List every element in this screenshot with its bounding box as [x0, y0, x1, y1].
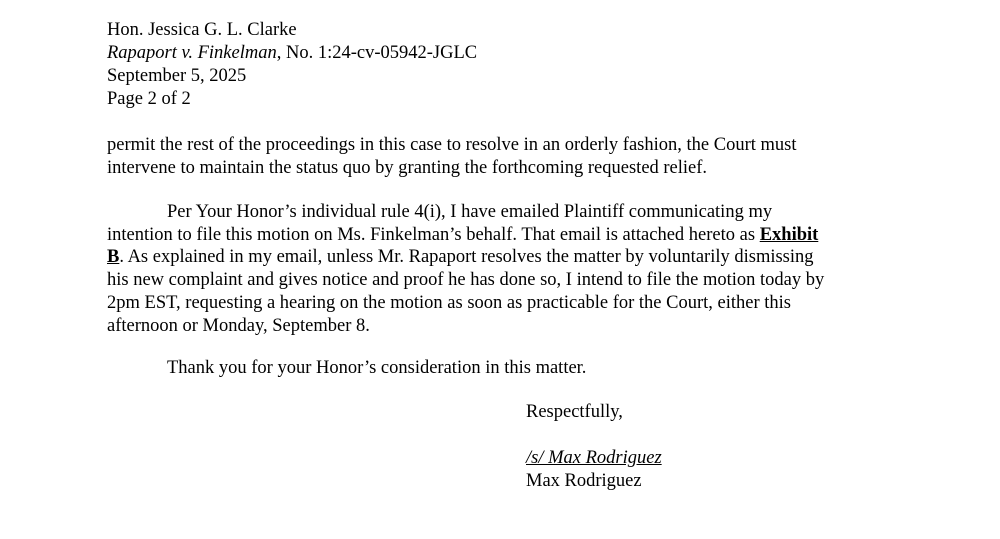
- case-caption: [107, 42, 477, 64]
- para2-line1: Per Your Honor’s individual rule 4(i), I have emailed Plaintiff communicating my: [167, 202, 773, 222]
- signer-name: Max Rodriguez: [526, 471, 642, 491]
- para2-line5: 2pm EST, requesting a hearing on the motion as soon as practicable for the Court, either this: [107, 293, 791, 313]
- letter-date: September 5, 2025: [107, 66, 247, 86]
- case-name: Rapaport v. Finkelman: [107, 43, 277, 63]
- electronic-signature: /s/ Max Rodriguez: [526, 448, 662, 468]
- page-number: Page 2 of 2: [107, 89, 191, 109]
- para2-line2-text: intention to file this motion on Ms. Finkelman’s behalf. That email is attached hereto as: [107, 225, 760, 245]
- para2-line6: afternoon or Monday, September 8.: [107, 316, 370, 336]
- para2-line2: [107, 224, 818, 246]
- addressee: Hon. Jessica G. L. Clarke: [107, 20, 297, 40]
- para1-line2: intervene to maintain the status quo by granting the forthcoming requested relief.: [107, 158, 708, 178]
- para2-line4: his new complaint and gives notice and proof he has done so, I intend to file the motion today by: [107, 270, 825, 290]
- closing: Respectfully,: [526, 402, 623, 422]
- exhibit-word: Exhibit: [759, 225, 819, 245]
- para1-line1: permit the rest of the proceedings in this case to resolve in an orderly fashion, the Court must: [107, 135, 797, 155]
- para2-line3-text: . As explained in my email, unless Mr. Rapaport resolves the matter by voluntarily dismissing: [119, 247, 814, 267]
- para3-line1: Thank you for your Honor’s consideration in this matter.: [167, 358, 587, 378]
- case-number: , No. 1:24-cv-05942-JGLC: [276, 43, 478, 63]
- exhibit-letter: B: [107, 247, 120, 267]
- para2-line3: [107, 246, 814, 268]
